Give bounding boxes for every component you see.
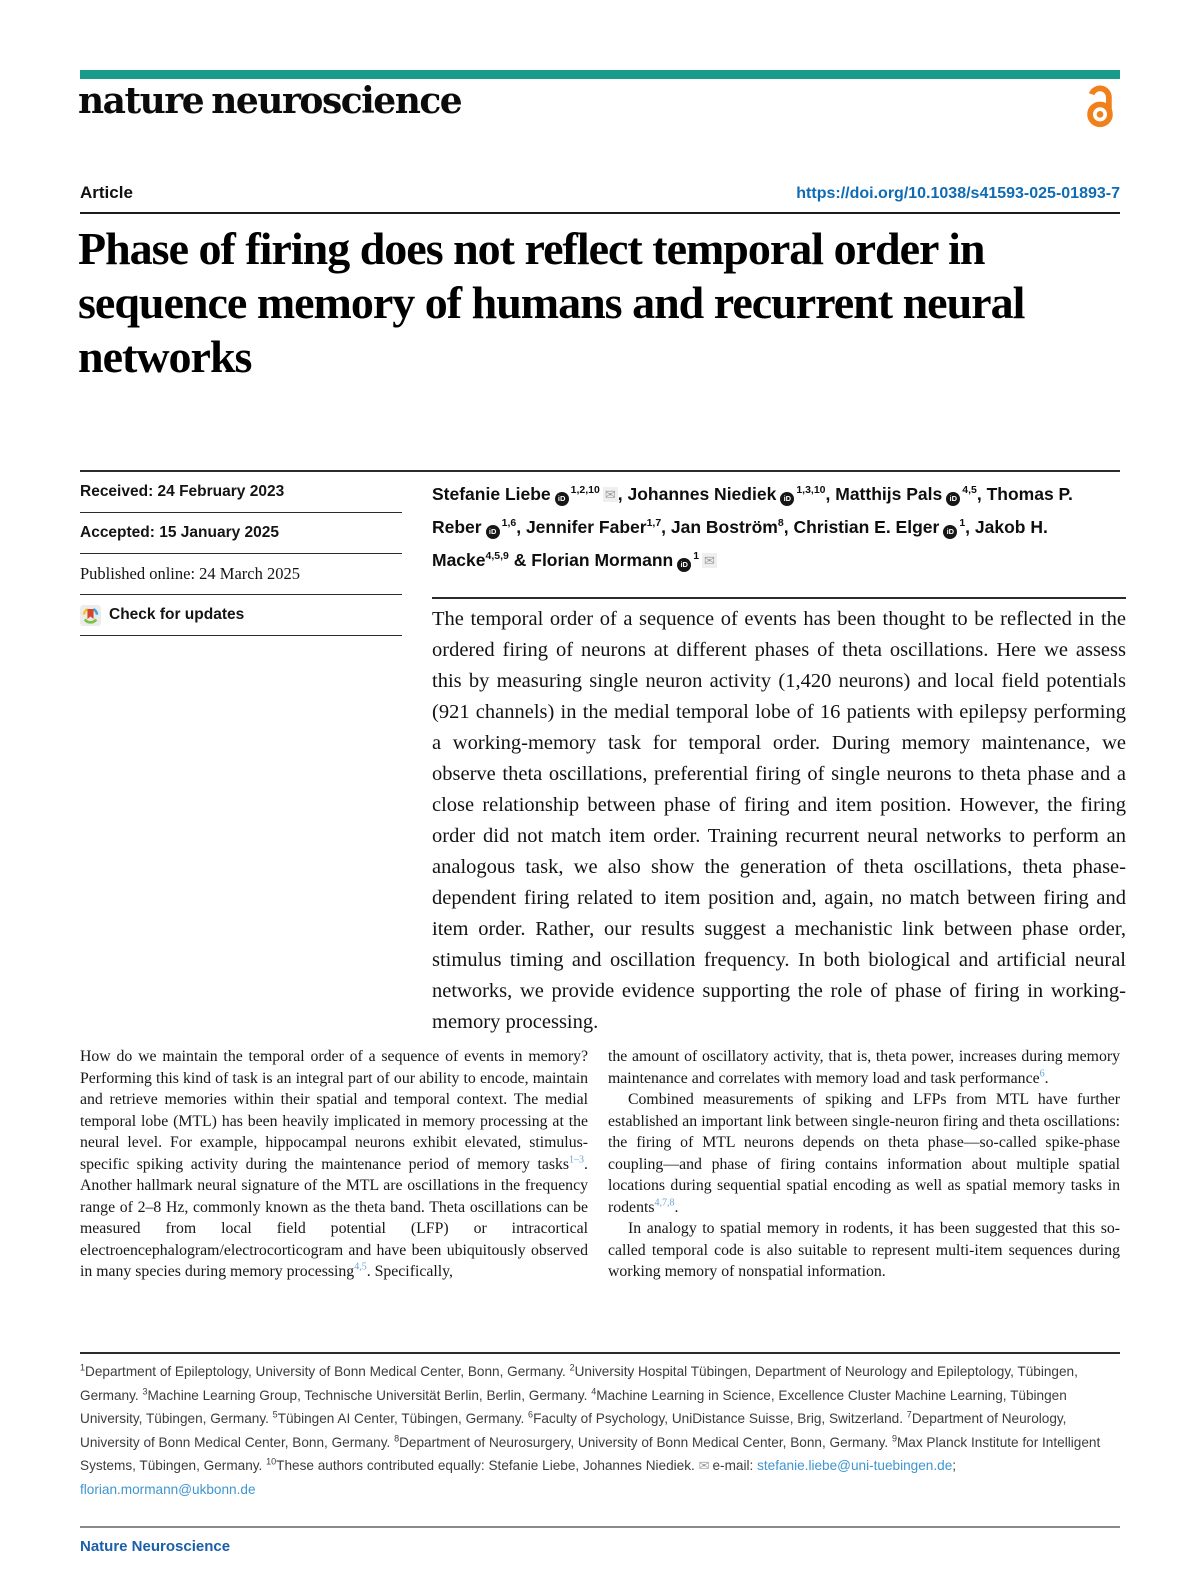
affiliations-text: $^1$Department of Epileptology, University of Bonn Medical Center, Bonn, Germany. $^2$University Hospital Tübingen, Department of Neurology and Epileptology, Tübingen, Germany. $^3$Machine Learning Group, Technische Universität Berlin, Berlin, Germany. $^4$Machine Learning in Science, Excellence Cluster Machine Learning, Tübingen University, Tübingen, Germany. $^5$Tübingen AI Center, Tübingen, Germany. $^6$Faculty of Psychology, UniDistance Suisse, Brig, Switzerland. $^7$Department of Neurology, University of Bonn Medical Center, Bonn, Germany. $^8$Department of Neurosurgery, University of Bonn Medical Center, Bonn, Germany. $^9$Max Planck Institute for Intelligent Systems, Tübingen, Germany. $^{10}$These authors contributed equally: Stefanie Liebe, Johannes Niediek. ✉ e-mail: stefanie.liebe@uni-tuebingen.de; florian.mormann@ukbonn.de [80, 1362, 1101, 1497]
affiliation-number: 3 [142, 1385, 148, 1396]
orcid-icon[interactable]: iD [555, 492, 569, 506]
affiliation-number: 6 [528, 1409, 534, 1420]
reference-link[interactable]: 1–3 [569, 1154, 585, 1166]
author-name: Jakob H. Macke [432, 517, 1048, 570]
orcid-icon[interactable]: iD [677, 558, 691, 572]
journal-logo: nature neuroscience [78, 80, 462, 122]
author-name: Matthijs Pals [835, 484, 943, 504]
envelope-icon[interactable]: ✉ [704, 553, 715, 568]
body-column-left [80, 1046, 588, 1283]
author-name: Thomas P. Reber [432, 484, 1073, 537]
journal-footer: Nature Neuroscience [80, 1538, 231, 1555]
author-affiliation-sup: 1,2,10 [570, 484, 600, 497]
article-header-row [80, 183, 1120, 203]
author-affiliation-sup: 1,7 [646, 517, 662, 530]
body-paragraph: How do we maintain the temporal order of a sequence of events in memory? Performing this kind of task is an integral part of our ability to encode, maintain and retrieve memories within their spatial and temporal context. The medial temporal lobe (MTL) has been heavily implicated in memory processing at the neural level. For example, hippocampal neurons exhibit elevated, stimulus-specific spiking activity during the maintenance period of memory tasks$^{1-3}$. Another hallmark neural signature of the MTL are oscillations in the frequency range of 2–8 Hz, commonly known as the theta band. Theta oscillations can be measured from local field potential (LFP) or intracortical electroencephalogram/electrocorticogram and have been ubiquitously observed in many species during memory processing$^{4,5}$. Specifically, [80, 1048, 588, 1280]
footer-divider [80, 1526, 1120, 1528]
article-dates-panel [80, 472, 402, 636]
author-name: Johannes Niediek [627, 484, 777, 504]
check-for-updates-badge[interactable] [80, 595, 402, 636]
envelope-icon: ✉ [698, 1458, 710, 1473]
email-link[interactable]: stefanie.liebe@uni-tuebingen.de [757, 1458, 953, 1473]
abstract-divider [432, 597, 1126, 599]
orcid-icon[interactable]: iD [943, 525, 957, 539]
author-affiliation-sup: 4,5 [962, 484, 977, 497]
author-affiliation-sup: 1 [693, 550, 700, 563]
received-date-text: Received: 24 February 2023 [80, 483, 285, 500]
affiliation-number: 2 [569, 1362, 575, 1373]
affiliations-footnotes [80, 1360, 1124, 1501]
article-type-label: Article [80, 183, 133, 202]
header-divider [80, 212, 1120, 214]
published-date-text: Published online: 24 March 2025 [80, 564, 300, 583]
body-paragraph: In analogy to spatial memory in rodents, it has been suggested that this so-called temporal code is also suitable to represent multi-item sequences during working memory of nonspatial information. [608, 1220, 1120, 1280]
article-title: Phase of firing does not reflect temporal order in sequence memory of humans and recurrent neural networks [78, 223, 1025, 382]
check-for-updates-label: Check for updates [109, 606, 245, 623]
affiliation-number: 9 [891, 1432, 897, 1443]
abstract-text: The temporal order of a sequence of events has been thought to be reflected in the ordered firing of neurons at different phases of theta oscillations. Here we assess this by measuring single neuron activity (1,420 neurons) and local field potentials (921 channels) in the medial temporal lobe of 16 patients with epilepsy performing a working-memory task for temporal order. During memory maintenance, we observe theta oscillations, preferential firing of single neurons to theta phase and a close relationship between phase of firing and item position. However, the firing order did not match item order. Training recurrent neural networks to perform an analogous task, we also show the generation of theta oscillations, theta phase-dependent firing related to item position and, again, no match between firing and item order. Rather, our results suggest a mechanistic link between phase order, stimulus timing and oscillation frequency. In both biological and artificial neural networks, we provide evidence supporting the role of phase of firing in working-memory processing. [432, 608, 1126, 1033]
journal-brand-bar [80, 70, 1120, 79]
body-paragraph: Combined measurements of spiking and LFPs from MTL have further established an important link between single-neuron firing and theta oscillations: the firing of MTL neurons depends on theta phase—so-called spike-phase coupling—and phase of firing contains information about multiple spatial locations during sequential spatial encoding as well as spatial memory tasks in rodents$^{4,7,8}$. [608, 1091, 1120, 1216]
accepted-date-text: Accepted: 15 January 2025 [80, 524, 280, 541]
doi-link[interactable]: https://doi.org/10.1038/s41593-025-01893-7 [796, 185, 1120, 202]
affiliation-number: 8 [394, 1432, 400, 1443]
affiliation-number: 7 [906, 1409, 912, 1420]
author-name: Christian E. Elger [793, 517, 940, 537]
received-date [80, 472, 402, 513]
reference-link[interactable]: 4,7,8 [654, 1197, 675, 1209]
affiliation-number: 10 [266, 1456, 277, 1467]
envelope-icon[interactable]: ✉ [604, 487, 616, 502]
reference-link[interactable]: 6 [1039, 1068, 1045, 1080]
email-link[interactable]: florian.mormann@ukbonn.de [80, 1481, 256, 1497]
affiliation-number: 5 [272, 1409, 278, 1420]
affiliation-number: 1 [80, 1362, 86, 1373]
orcid-icon[interactable]: iD [486, 525, 500, 539]
orcid-icon[interactable]: iD [780, 492, 794, 506]
footnotes-divider [80, 1352, 1120, 1354]
author-affiliation-sup: 8 [777, 517, 784, 530]
author-name: Jennifer Faber [525, 517, 647, 537]
author-affiliation-sup: 1,6 [501, 517, 517, 530]
accepted-date [80, 513, 402, 554]
body-paragraph: the amount of oscillatory activity, that is, theta power, increases during memory maintenance and correlates with memory load and task performance$^6$. [608, 1048, 1120, 1087]
author-name: Stefanie Liebe [432, 484, 551, 504]
reference-link[interactable]: 4,5 [354, 1261, 367, 1273]
open-access-icon [1082, 82, 1118, 130]
orcid-icon[interactable]: iD [946, 492, 960, 506]
published-date [80, 554, 402, 595]
crossmark-icon [80, 605, 101, 626]
author-affiliation-sup: 1 [959, 517, 966, 530]
body-column-right [608, 1046, 1120, 1283]
author-name: Jan Boström [670, 517, 778, 537]
author-name: Florian Mormann [531, 550, 674, 570]
affiliation-number: 4 [591, 1385, 597, 1396]
author-affiliation-sup: 1,3,10 [796, 484, 826, 497]
author-list: Stefanie Liebe iD$^{1,2,10}$ ✉ , Johannes Niediek iD$^{1,3,10}$, Matthijs Pals iD$^{4,5}$, Thomas P. Reber iD$^{1,6}$, Jennifer Faber$^{1,7}$, Jan Boström$^8$, Christian E. Elger $iD^1$, Jakob H. Macke$^{4,5,9}$ & Florian Mormann $iD^1$ ✉ [432, 484, 1073, 570]
author-affiliation-sup: 4,5,9 [485, 550, 509, 563]
